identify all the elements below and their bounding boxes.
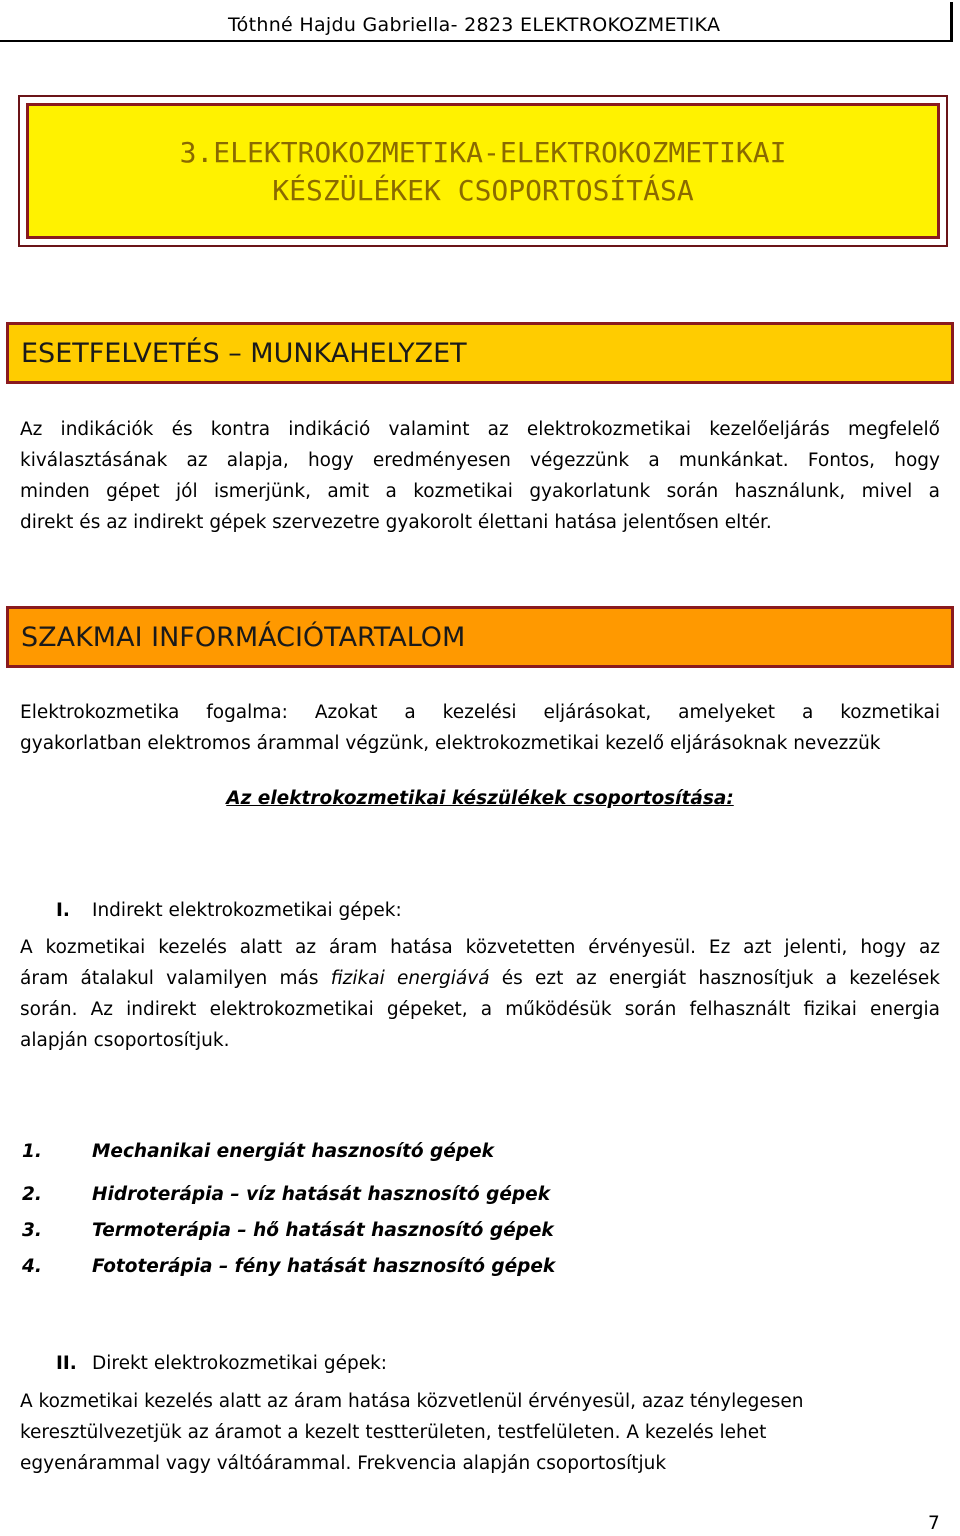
section-bar-info xyxy=(6,606,954,668)
indirect-line-part: és ezt az energiát hasznosítjuk a kezelések xyxy=(489,968,940,989)
direct-line: egyenárammal vagy váltóárammal. Frekvencia alapján csoportosítjuk xyxy=(20,1453,667,1474)
indirect-paragraph xyxy=(20,932,940,1056)
direct-section-number: II. xyxy=(56,1353,77,1374)
chapter-title xyxy=(29,134,937,210)
section-bar-case xyxy=(6,322,954,384)
indirect-section-label: Indirekt elektrokozmetikai gépek: xyxy=(92,900,402,921)
indirect-section-number: I. xyxy=(56,900,70,921)
list-item xyxy=(22,1184,550,1205)
case-line: Az indikációk és kontra indikáció valamint az elektrokozmetikai kezelőeljárás megfelelő xyxy=(20,419,940,440)
case-paragraph xyxy=(20,414,940,538)
indirect-line: során. Az indirekt elektrokozmetikai gépeket, a működésük során felhasznált fizikai energia xyxy=(20,999,940,1020)
direct-section-title xyxy=(56,1353,387,1374)
indirect-section-title xyxy=(56,900,402,921)
definition-paragraph xyxy=(20,697,940,759)
chapter-title-inner xyxy=(26,103,940,239)
indirect-line-italic: fizikai energiává xyxy=(330,968,490,989)
list-item-text: Hidroterápia – víz hatását hasznosító gépek xyxy=(92,1184,551,1205)
list-item xyxy=(22,1220,554,1241)
definition-line: Elektrokozmetika fogalma: Azokat a kezelési eljárásokat, amelyeket a kozmetikai xyxy=(20,702,940,723)
direct-paragraph xyxy=(20,1386,860,1479)
case-line: direkt és az indirekt gépek szervezetre gyakorolt élettani hatása jelentősen eltér. xyxy=(20,512,772,533)
direct-line: A kozmetikai kezelés alatt az áram hatása közvetlenül érvényesül, azaz ténylegesen xyxy=(20,1391,804,1412)
list-item-text: Fototerápia – fény hatását hasznosító gépek xyxy=(92,1256,556,1277)
section-label-info: SZAKMAI INFORMÁCIÓTARTALOM xyxy=(21,622,466,653)
list-item-text: Termoterápia – hő hatását hasznosító gépek xyxy=(92,1220,554,1241)
case-line: kiválasztásának az alapja, hogy eredményesen végezzünk a munkánkat. Fontos, hogy xyxy=(20,450,940,471)
page-header xyxy=(0,0,960,44)
list-item-text: Mechanikai energiát hasznosító gépek xyxy=(92,1141,494,1162)
indirect-line: A kozmetikai kezelés alatt az áram hatása közvetetten érvényesül. Ez azt jelenti, hogy az xyxy=(20,937,940,958)
header-rule-vertical xyxy=(950,2,953,40)
chapter-title-box xyxy=(18,95,948,247)
list-item-number: 2. xyxy=(22,1184,42,1205)
case-line: minden gépet jól ismerjünk, amit a kozmetikai gyakorlatunk során használunk, mivel a xyxy=(20,481,940,502)
indirect-line xyxy=(20,963,940,994)
list-item xyxy=(22,1141,494,1162)
section-label-case: ESETFELVETÉS – MUNKAHELYZET xyxy=(21,338,467,369)
list-item xyxy=(22,1256,555,1277)
classification-subheading: Az elektrokozmetikai készülékek csoportosítása: xyxy=(226,788,734,809)
header-rule-horizontal xyxy=(0,40,953,42)
indirect-line-part: áram átalakul valamilyen más xyxy=(20,968,331,989)
chapter-title-line2: KÉSZÜLÉKEK CSOPORTOSÍTÁSA xyxy=(272,174,694,207)
definition-line: gyakorlatban elektromos árammal végzünk, elektrokozmetikai kezelő eljárásoknak nevezzük xyxy=(20,733,881,754)
direct-line: keresztülvezetjük az áramot a kezelt testterületen, testfelületen. A kezelés lehet xyxy=(20,1422,767,1443)
indirect-line: alapján csoportosítjuk. xyxy=(20,1030,230,1051)
chapter-title-line1: 3.ELEKTROKOZMETIKA-ELEKTROKOZMETIKAI xyxy=(179,136,787,169)
direct-section-label: Direkt elektrokozmetikai gépek: xyxy=(92,1353,388,1374)
list-item-number: 3. xyxy=(22,1220,42,1241)
page-number: 7 xyxy=(928,1513,940,1534)
header-text: Tóthné Hajdu Gabriella- 2823 ELEKTROKOZMETIKA xyxy=(228,14,721,36)
list-item-number: 4. xyxy=(22,1256,42,1277)
list-item-number: 1. xyxy=(22,1141,42,1162)
